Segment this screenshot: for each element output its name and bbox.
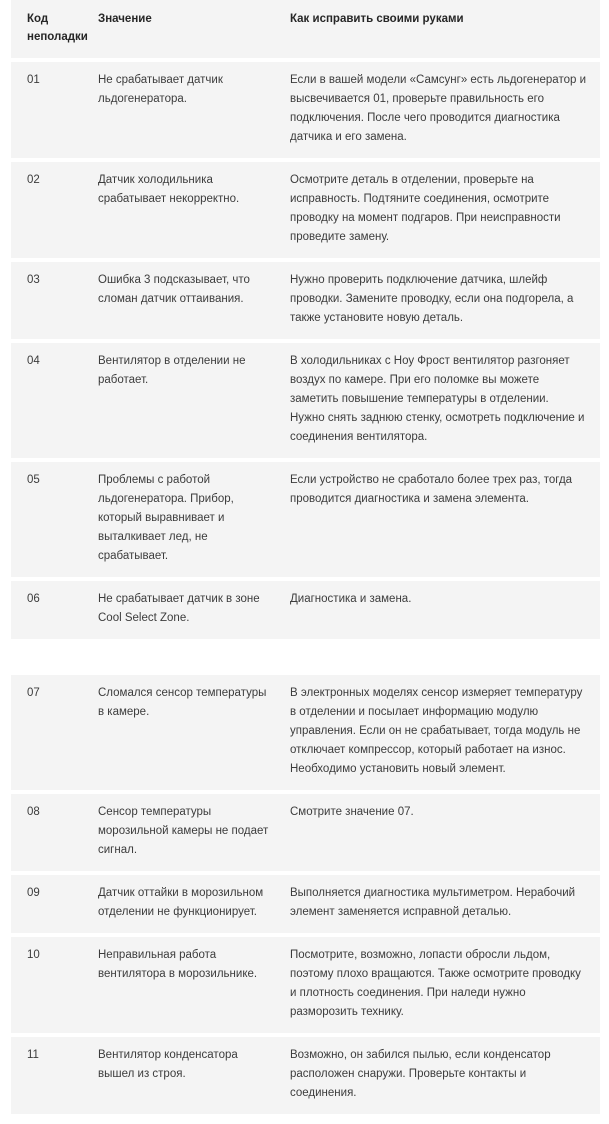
cell-code: 11 — [27, 1049, 39, 1061]
cell-code: 01 — [27, 74, 40, 86]
cell-fix: Если устройство не сработало более трех раз, тогда проводится диагностика и замена элемента. — [290, 474, 573, 505]
table-row — [11, 675, 600, 794]
table-row — [11, 937, 600, 1037]
cell-meaning: Проблемы с работой льдогенератора. Прибор, который выравнивает и выталкивает лед, не срабатывает. — [98, 474, 234, 562]
cell-code: 06 — [27, 593, 40, 605]
table-section-divider — [0, 639, 609, 675]
table-row — [11, 1037, 600, 1114]
cell-meaning: Сломался сенсор температуры в камере. — [98, 687, 267, 718]
table-row — [11, 162, 600, 262]
cell-fix: Смотрите значение 07. — [290, 806, 414, 818]
cell-code: 03 — [27, 274, 40, 286]
cell-fix: Нужно проверить подключение датчика, шлейф проводки. Замените проводку, если она подгорела, а также установите новую деталь. — [290, 274, 574, 324]
cell-fix: В электронных моделях сенсор измеряет температуру в отделении и посылает информацию модулю управления. Если он не срабатывает, тогда модуль не отключает компрессор, который работает на износ. Необходимо установить новый элемент. — [290, 687, 583, 775]
cell-fix: Посмотрите, возможно, лопасти обросли льдом, поэтому плохо вращаются. Также осмотрите проводку и плотность соединения. При наледи нужно разморозить технику. — [290, 949, 581, 1018]
cell-meaning: Вентилятор конденсатора вышел из строя. — [98, 1049, 238, 1080]
table-row — [11, 262, 600, 343]
cell-meaning: Сенсор температуры морозильной камеры не подает сигнал. — [98, 806, 269, 856]
table-row — [11, 343, 600, 462]
table-row — [11, 462, 600, 581]
cell-code: 07 — [27, 687, 40, 699]
cell-fix: Осмотрите деталь в отделении, проверьте на исправность. Подтяните соединения, осмотрите проводку на момент подгаров. При неисправности проведите замену. — [290, 174, 561, 243]
cell-meaning: Неправильная работа вентилятора в морозильнике. — [98, 949, 258, 980]
column-header-meaning: Значение — [98, 13, 152, 25]
cell-meaning: Ошибка 3 подсказывает, что сломан датчик оттаивания. — [98, 274, 250, 305]
cell-meaning: Вентилятор в отделении не работает. — [98, 355, 246, 386]
cell-meaning: Датчик оттайки в морозильном отделении не функционирует. — [98, 887, 264, 918]
error-code-table-section-one — [11, 0, 600, 639]
column-header-code: Код неполадки — [27, 13, 88, 43]
cell-code: 10 — [27, 949, 40, 961]
cell-fix: Если в вашей модели «Самсунг» есть льдогенератор и высвечивается 01, проверьте правильность его подключения. После чего проводится диагностика датчика и его замена. — [290, 74, 586, 143]
cell-fix: Выполняется диагностика мультиметром. Нерабочий элемент заменяется исправной деталью. — [290, 887, 576, 918]
cell-code: 08 — [27, 806, 40, 818]
column-header-fix: Как исправить своими руками — [290, 13, 464, 25]
cell-code: 09 — [27, 887, 40, 899]
cell-code: 05 — [27, 474, 40, 486]
cell-code: 04 — [27, 355, 40, 367]
table-row — [11, 875, 600, 937]
cell-fix: Возможно, он забился пылью, если конденсатор расположен снаружи. Проверьте контакты и соединения. — [290, 1049, 551, 1099]
table-row — [11, 581, 600, 639]
cell-meaning: Не срабатывает датчик льдогенератора. — [98, 74, 223, 105]
cell-code: 02 — [27, 174, 40, 186]
table-row — [11, 794, 600, 875]
cell-fix: Диагностика и замена. — [290, 593, 412, 605]
table-row — [11, 62, 600, 162]
table-header-row — [11, 0, 600, 62]
page-bottom-spacer — [0, 1114, 609, 1124]
cell-fix: В холодильниках с Ноу Фрост вентилятор разгоняет воздух по камере. При его поломке вы можете заметить повышение температуры в отделении. Нужно снять заднюю стенку, осмотреть подключение и соединения вентилятора. — [290, 355, 585, 443]
error-code-table-section-two — [11, 675, 600, 1114]
cell-meaning: Датчик холодильника срабатывает некорректно. — [98, 174, 240, 205]
cell-meaning: Не срабатывает датчик в зоне Cool Select Zone. — [98, 593, 260, 624]
